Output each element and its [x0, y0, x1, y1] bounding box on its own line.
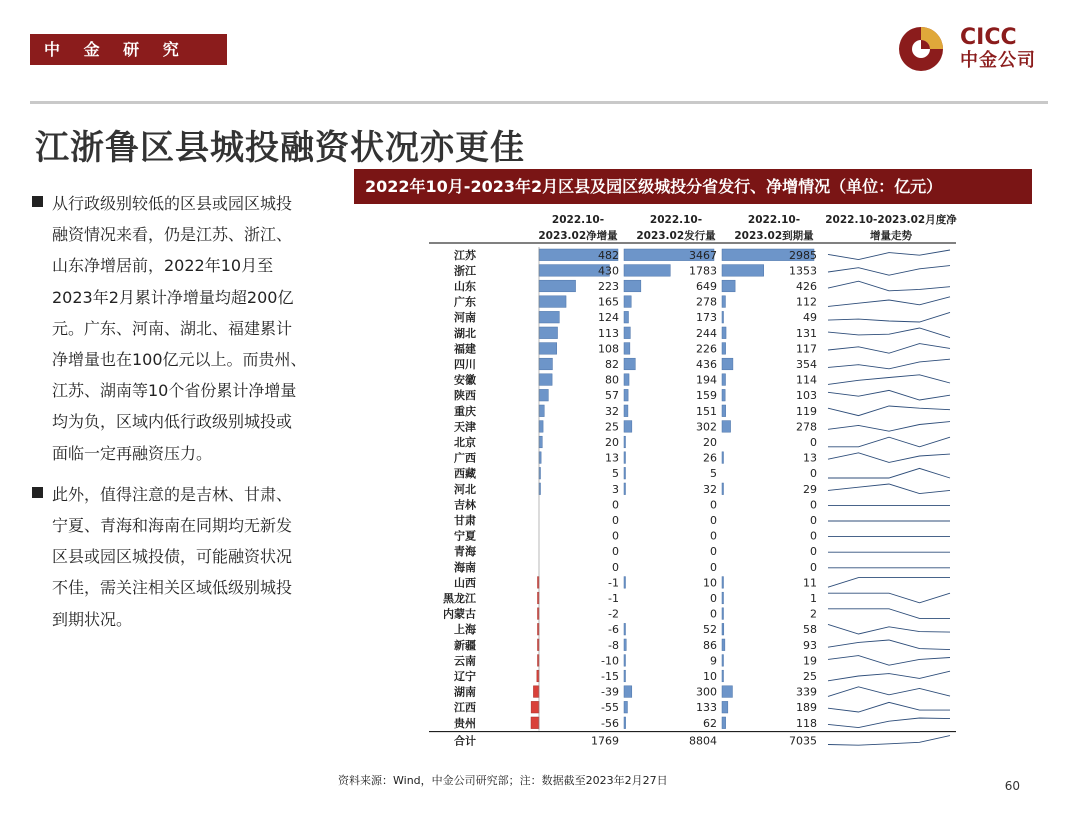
- column-header: 增量走势: [870, 230, 912, 242]
- mature-bar: [722, 421, 731, 433]
- mature-bar: [722, 343, 726, 355]
- trend-sparkline: [828, 609, 950, 619]
- province-label: 山西: [454, 576, 476, 590]
- province-label: 安徽: [454, 373, 476, 387]
- trend-sparkline: [828, 640, 950, 650]
- province-label: 重庆: [454, 404, 476, 418]
- issue-bar: [624, 358, 635, 370]
- mature-value: 93: [803, 638, 817, 652]
- mature-bar: [722, 389, 725, 401]
- bullet-1-line: 融资情况来看，仍是江苏、浙江、: [52, 225, 293, 245]
- column-header: 2023.02到期量: [734, 230, 814, 242]
- trend-sparkline: [828, 624, 950, 634]
- net-value: 223: [598, 280, 619, 293]
- net-bar: [539, 389, 548, 401]
- mature-value: 49: [803, 311, 817, 325]
- issue-bar: [624, 655, 626, 667]
- issue-bar: [624, 483, 626, 495]
- mature-bar: [722, 577, 724, 589]
- issue-value: 133: [696, 701, 717, 715]
- trend-sparkline: [828, 702, 950, 712]
- mature-value: 118: [796, 716, 817, 730]
- bullet-2-line: 到期状况。: [52, 609, 133, 629]
- mature-value: 278: [796, 420, 817, 434]
- bullet-item-1: [30, 188, 350, 469]
- mature-value: 189: [796, 701, 817, 715]
- net-value: 3: [612, 482, 619, 496]
- net-value: 82: [605, 358, 619, 371]
- mature-value: 29: [803, 482, 817, 496]
- net-bar: [539, 311, 559, 323]
- issue-bar: [624, 405, 628, 417]
- province-label: 山东: [454, 280, 476, 293]
- bullet-2-line: 区县或园区城投债，可能融资状况: [52, 547, 293, 567]
- issue-bar: [624, 717, 626, 729]
- issue-value: 0: [710, 560, 717, 574]
- province-label: 福建: [454, 342, 476, 356]
- mature-value: 1: [810, 592, 817, 605]
- bullet-1-line: 净增量也在100亿元以上。而贵州、: [52, 350, 307, 370]
- page-title: 江浙鲁区县城投融资状况亦更佳: [35, 128, 525, 168]
- issue-bar: [624, 436, 626, 448]
- net-value: 165: [598, 295, 619, 309]
- trend-sparkline: [828, 468, 950, 478]
- column-header: 2022.10-2023.02月度净: [825, 214, 957, 226]
- province-label: 河北: [454, 482, 476, 496]
- cicc-logo: [898, 24, 1048, 80]
- mature-value: 13: [803, 451, 817, 465]
- trend-sparkline: [828, 453, 950, 463]
- trend-sparkline: [828, 687, 950, 697]
- mature-value: 0: [810, 467, 817, 481]
- net-bar: [539, 405, 544, 417]
- column-header: 2022.10-: [551, 214, 605, 226]
- issue-value: 159: [696, 389, 717, 403]
- mature-value: 25: [803, 670, 817, 683]
- net-bar: [539, 374, 552, 386]
- trend-sparkline: [828, 297, 950, 307]
- province-label: 江西: [454, 701, 476, 715]
- province-label: 贵州: [454, 716, 476, 730]
- issue-bar: [624, 374, 629, 386]
- issue-value: 32: [703, 482, 717, 496]
- mature-value: 11: [803, 576, 817, 590]
- trend-sparkline: [828, 736, 950, 746]
- mature-value: 0: [810, 560, 817, 574]
- mature-bar: [722, 452, 724, 464]
- mature-bar: [722, 358, 733, 370]
- issue-value: 3467: [689, 248, 717, 262]
- issue-bar: [624, 327, 630, 339]
- mature-bar: [722, 717, 726, 729]
- mature-bar: [722, 623, 724, 635]
- province-label: 广西: [454, 451, 476, 465]
- mature-value: 7035: [789, 734, 817, 748]
- province-label: 黑龙江: [443, 592, 476, 605]
- bullet-2-line: 此外，值得注意的是吉林、甘肃、: [52, 484, 293, 504]
- issue-value: 86: [703, 638, 717, 652]
- issue-value: 226: [696, 342, 717, 356]
- bullet-2-line: 宁夏、青海和海南在同期均无新发: [52, 516, 293, 536]
- province-label: 云南: [454, 654, 476, 668]
- issue-value: 10: [703, 576, 717, 590]
- mature-bar: [722, 374, 726, 386]
- trend-sparkline: [828, 578, 950, 588]
- issue-value: 302: [696, 420, 717, 434]
- mature-bar: [722, 265, 764, 277]
- province-label: 上海: [454, 623, 476, 637]
- trend-sparkline: [828, 359, 950, 369]
- trend-sparkline: [828, 484, 950, 494]
- trend-sparkline: [828, 328, 950, 338]
- mature-bar: [722, 592, 724, 604]
- trend-sparkline: [828, 593, 950, 603]
- issue-value: 300: [696, 685, 717, 699]
- net-value: 108: [598, 342, 619, 356]
- issue-bar: [624, 452, 626, 464]
- net-bar: [539, 343, 557, 355]
- header-divider: [30, 101, 1048, 104]
- cicc-logo-icon: [898, 26, 944, 72]
- bullet-text-2: [52, 479, 350, 635]
- issue-value: 278: [696, 295, 717, 309]
- issue-value: 0: [710, 545, 717, 559]
- issue-bar: [624, 701, 627, 713]
- net-value: -10: [601, 654, 619, 668]
- page-number: 60: [1004, 779, 1020, 793]
- bullet-text-1: [52, 188, 350, 469]
- mature-bar: [722, 280, 735, 292]
- issue-bar: [624, 686, 632, 698]
- mature-bar: [722, 405, 726, 417]
- mature-bar: [722, 608, 724, 620]
- column-header: 2022.10-: [747, 214, 801, 226]
- province-label: 浙江: [454, 264, 476, 278]
- net-bar: [539, 421, 543, 433]
- bullet-1-line: 元。广东、河南、湖北、福建累计: [52, 318, 293, 338]
- mature-value: 0: [810, 498, 817, 512]
- logo-text-chinese: 中金公司: [960, 50, 1036, 71]
- issue-value: 0: [710, 529, 717, 543]
- mature-value: 0: [810, 436, 817, 449]
- net-value: 0: [612, 514, 619, 527]
- net-value: 0: [612, 498, 619, 512]
- net-bar: [539, 452, 541, 464]
- net-value: -1: [608, 592, 619, 605]
- mature-value: 2: [810, 607, 817, 621]
- trend-sparkline: [828, 656, 950, 666]
- net-value: 0: [612, 529, 619, 543]
- net-value: -6: [608, 623, 619, 637]
- issue-value: 52: [703, 623, 717, 637]
- trend-sparkline: [828, 437, 950, 447]
- issue-bar: [624, 639, 626, 651]
- issue-value: 244: [696, 326, 717, 340]
- department-tag: 中 金 研 究 部: [30, 34, 227, 65]
- mature-value: 0: [810, 545, 817, 559]
- logo-text-cicc: CICC: [960, 25, 1017, 50]
- net-value: 25: [605, 420, 619, 434]
- net-value: 113: [598, 326, 619, 340]
- province-label: 湖北: [454, 326, 476, 340]
- net-value: -56: [601, 716, 619, 730]
- mature-bar: [722, 311, 724, 323]
- issue-value: 0: [710, 514, 717, 527]
- net-value: -8: [608, 638, 619, 652]
- net-value: -1: [608, 576, 619, 590]
- issue-bar: [624, 577, 626, 589]
- province-label: 吉林: [454, 498, 476, 512]
- net-value: -55: [601, 701, 619, 715]
- issue-bar: [624, 296, 631, 308]
- trend-sparkline: [828, 422, 950, 432]
- column-header: 2023.02净增量: [538, 230, 618, 242]
- province-label: 海南: [454, 560, 476, 574]
- bullet-list: [30, 188, 350, 645]
- mature-bar: [722, 296, 725, 308]
- issue-value: 194: [696, 373, 717, 387]
- mature-value: 114: [796, 373, 817, 387]
- issue-value: 0: [710, 498, 717, 512]
- province-label: 四川: [454, 358, 476, 371]
- trend-sparkline: [828, 266, 950, 276]
- net-value: 80: [605, 373, 619, 387]
- province-label: 北京: [454, 436, 476, 449]
- source-note: 资料来源：Wind，中金公司研究部；注：数据截至2023年2月27日: [338, 774, 668, 787]
- trend-sparkline: [828, 312, 950, 322]
- net-value: 57: [605, 389, 619, 403]
- net-value: 32: [605, 404, 619, 418]
- net-value: 482: [598, 248, 619, 262]
- bullet-1-line: 从行政级别较低的区县或园区城投: [52, 194, 293, 213]
- net-value: 0: [612, 560, 619, 574]
- issue-bar: [624, 421, 632, 433]
- column-header: 2023.02发行量: [636, 230, 716, 242]
- chart-title-bar: 2022年10月-2023年2月区县及园区级城投分省发行、净增情况（单位：亿元）: [354, 169, 1032, 204]
- mature-bar: [722, 639, 725, 651]
- issue-bar: [624, 389, 628, 401]
- net-bar: [539, 358, 552, 370]
- net-bar: [539, 296, 566, 308]
- issue-value: 9: [710, 654, 717, 668]
- mature-value: 426: [796, 280, 817, 293]
- mature-value: 339: [796, 685, 817, 699]
- mature-bar: [722, 483, 724, 495]
- province-label: 甘肃: [454, 514, 476, 527]
- province-label: 河南: [454, 311, 476, 325]
- net-value: -39: [601, 685, 619, 699]
- mature-value: 19: [803, 654, 817, 668]
- square-bullet-icon: [32, 487, 43, 498]
- bullet-1-line: 山东净增居前，2022年10月至: [52, 256, 274, 276]
- column-header: 2022.10-: [649, 214, 703, 226]
- bullet-1-line: 面临一定再融资压力。: [52, 443, 213, 463]
- net-bar: [539, 436, 542, 448]
- issue-value: 1783: [689, 264, 717, 278]
- square-bullet-icon: [32, 196, 43, 207]
- issue-value: 5: [710, 467, 717, 481]
- trend-sparkline: [828, 281, 950, 291]
- mature-value: 1353: [789, 264, 817, 278]
- bullet-1-line: 均为负，区域内低行政级别城投或: [52, 412, 293, 432]
- issue-value: 0: [710, 592, 717, 605]
- issue-bar: [624, 265, 670, 277]
- bullet-1-line: 2023年2月累计净增量均超200亿: [52, 287, 294, 307]
- mature-value: 112: [796, 295, 817, 309]
- province-label: 内蒙古: [443, 607, 476, 621]
- issue-bar: [624, 467, 626, 479]
- trend-sparkline: [828, 344, 950, 354]
- issue-bar: [624, 311, 628, 323]
- net-bar-negative: [531, 717, 539, 729]
- trend-sparkline: [828, 250, 950, 260]
- province-label: 江苏: [454, 248, 476, 262]
- net-value: -15: [601, 670, 619, 683]
- province-label: 陕西: [454, 389, 476, 403]
- provincial-issuance-table: [354, 204, 1032, 764]
- issue-bar: [624, 280, 641, 292]
- mature-value: 2985: [789, 248, 817, 262]
- issue-bar: [624, 623, 626, 635]
- trend-sparkline: [828, 671, 950, 681]
- province-label: 天津: [454, 420, 476, 434]
- net-value: 5: [612, 467, 619, 481]
- mature-bar: [722, 655, 724, 667]
- mature-bar: [722, 670, 724, 682]
- net-value: 430: [598, 264, 619, 278]
- province-label: 宁夏: [454, 529, 476, 543]
- net-bar-negative: [537, 670, 539, 682]
- mature-value: 0: [810, 529, 817, 543]
- issue-value: 8804: [689, 734, 717, 748]
- net-bar: [539, 327, 558, 339]
- issue-value: 26: [703, 451, 717, 465]
- issue-value: 173: [696, 311, 717, 325]
- issue-value: 0: [710, 607, 717, 621]
- mature-value: 103: [796, 389, 817, 403]
- net-bar-negative: [533, 686, 539, 698]
- mature-value: 119: [796, 404, 817, 418]
- issue-bar: [624, 343, 630, 355]
- province-label: 湖南: [454, 685, 476, 699]
- net-value: 1769: [591, 734, 619, 748]
- net-value: 0: [612, 545, 619, 559]
- issue-value: 649: [696, 280, 717, 293]
- net-value: -2: [608, 607, 619, 621]
- mature-value: 58: [803, 623, 817, 637]
- issue-value: 62: [703, 716, 717, 730]
- trend-sparkline: [828, 390, 950, 400]
- issue-value: 151: [696, 404, 717, 418]
- mature-value: 131: [796, 326, 817, 340]
- province-label: 青海: [454, 545, 476, 559]
- province-label: 合计: [454, 734, 476, 748]
- mature-bar: [722, 686, 732, 698]
- mature-value: 354: [796, 358, 817, 371]
- net-value: 13: [605, 451, 619, 465]
- net-value: 124: [598, 311, 619, 325]
- bullet-2-line: 不佳，需关注相关区域低级别城投: [52, 578, 293, 598]
- issue-bar: [624, 670, 626, 682]
- net-bar-negative: [531, 701, 539, 713]
- province-label: 广东: [454, 295, 476, 309]
- province-label: 新疆: [454, 638, 476, 652]
- bullet-1-line: 江苏、湖南等10个省份累计净增量: [52, 381, 297, 401]
- bullet-item-2: [30, 479, 350, 635]
- issue-value: 436: [696, 358, 717, 371]
- issue-value: 20: [703, 436, 717, 449]
- province-label: 西藏: [454, 467, 476, 481]
- trend-sparkline: [828, 406, 950, 416]
- issue-value: 10: [703, 670, 717, 683]
- mature-bar: [722, 701, 728, 713]
- trend-sparkline: [828, 375, 950, 385]
- trend-sparkline: [828, 718, 950, 728]
- mature-value: 117: [796, 342, 817, 356]
- net-bar: [539, 280, 576, 292]
- net-value: 20: [605, 436, 619, 449]
- mature-bar: [722, 327, 726, 339]
- mature-value: 0: [810, 514, 817, 527]
- province-label: 辽宁: [454, 670, 476, 683]
